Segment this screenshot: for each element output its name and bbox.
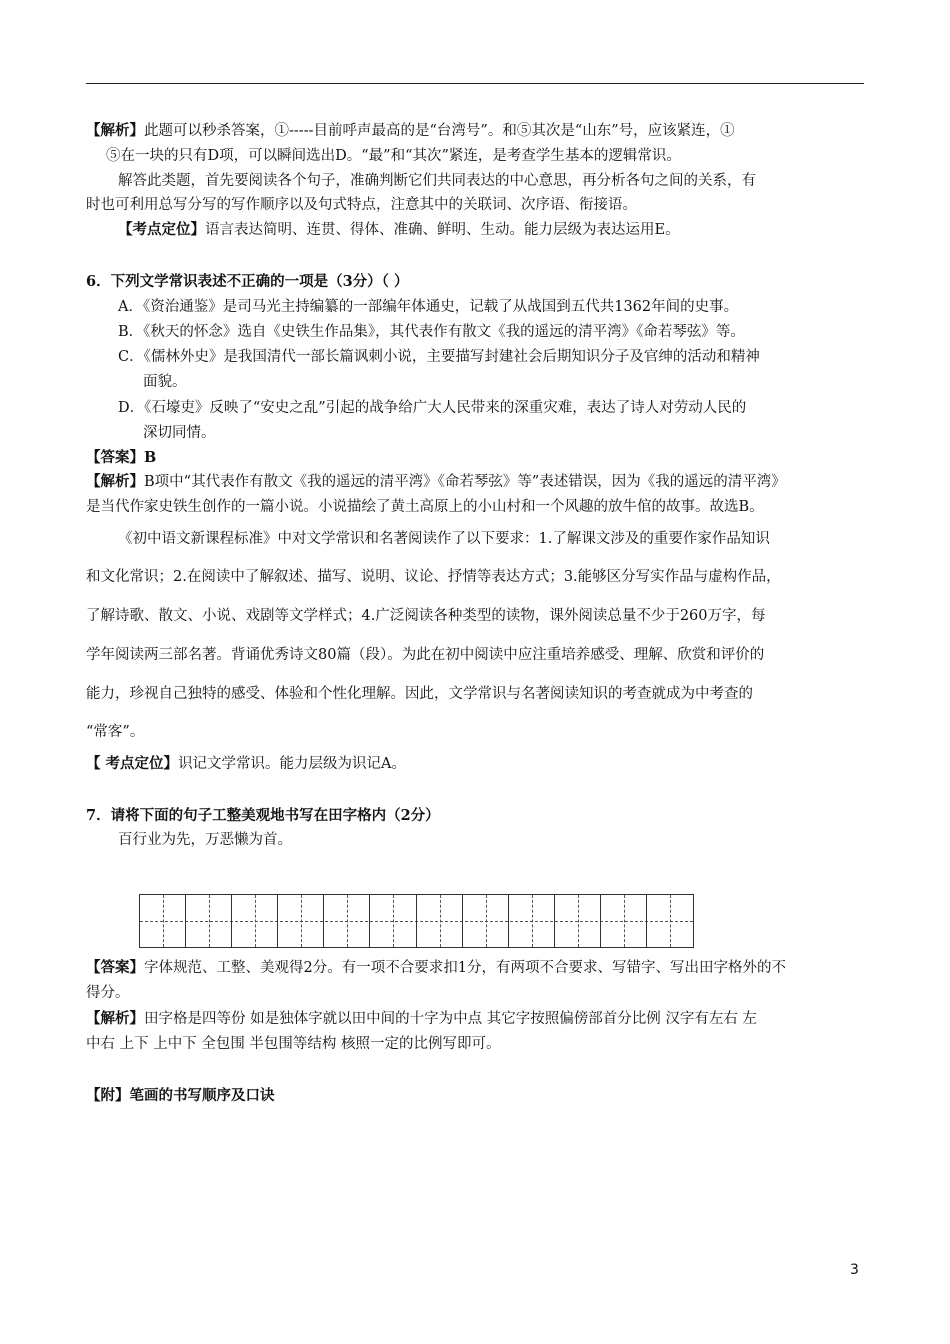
question-7-title: 7．请将下面的句子工整美观地书写在田字格内（2分） bbox=[86, 807, 440, 824]
page-number: 3 bbox=[850, 1262, 859, 1278]
answer-line: 【答案】B bbox=[86, 449, 157, 466]
option-c: C．《儒林外史》是我国清代一部长篇讽刺小说，主要描写封建社会后期知识分子及官绅的活动和精神 bbox=[118, 349, 760, 365]
option-a: A．《资治通鉴》是司马光主持编纂的一部编年体通史，记载了从战国到五代共1362年间的史事。 bbox=[118, 299, 739, 315]
analysis-line: 【解析】B项中“其代表作有散文《我的遥远的清平湾》《命若琴弦》等”表述错误，因为《我的遥远的清平湾》 bbox=[86, 473, 786, 490]
option-d-cont: 深切同情。 bbox=[143, 425, 216, 441]
tianzi-grid bbox=[139, 894, 694, 948]
grid-vertical-guide bbox=[624, 895, 625, 947]
analysis-line: 【解析】此题可以秒杀答案，①-----目前呼声最高的是“台湾号”。和⑤其次是“山东”号，应该紧连，① bbox=[86, 122, 735, 139]
question-7-sentence: 百行业为先，万恶懒为首。 bbox=[118, 832, 292, 848]
option-b: B．《秋天的怀念》选自《史铁生作品集》，其代表作有散文《我的遥远的清平湾》《命若琴弦》等。 bbox=[118, 324, 745, 340]
analysis-line: 是当代作家史铁生创作的一篇小说。小说描绘了黄土高原上的小山村和一个风趣的放牛倌的故事。故选B。 bbox=[86, 499, 764, 515]
key-point-line: 【考点定位】语言表达简明、连贯、得体、准确、鲜明、生动。能力层级为表达运用E。 bbox=[118, 221, 680, 238]
standard-paragraph: 了解诗歌、散文、小说、戏剧等文学样式；4.广泛阅读各种类型的读物，课外阅读总量不少于260万字，每 bbox=[86, 608, 766, 624]
standard-paragraph: 学年阅读两三部名著。背诵优秀诗文80篇（段）。为此在初中阅读中应注重培养感受、理解、欣赏和评价的 bbox=[86, 647, 765, 663]
answer-line: 【答案】字体规范、工整、美观得2分。有一项不合要求扣1分，有两项不合要求、写错字、写出田字格外的不 bbox=[86, 959, 786, 976]
option-d: D．《石壕吏》反映了“安史之乱”引起的战争给广大人民带来的深重灾难，表达了诗人对劳动人民的 bbox=[118, 400, 747, 416]
option-c-cont: 面貌。 bbox=[143, 374, 187, 390]
appendix-title: 【附】笔画的书写顺序及口诀 bbox=[86, 1087, 275, 1104]
grid-vertical-guide bbox=[670, 895, 671, 947]
analysis-line: 【解析】田字格是四等份 如是独体字就以田中间的十字为中点 其它字按照偏傍部首分比例 汉字有左右 左 bbox=[86, 1010, 757, 1027]
key-point-line: 【 考点定位】识记文学常识。能力层级为识记A。 bbox=[86, 755, 407, 772]
grid-cell-border bbox=[140, 895, 647, 947]
analysis-line: 中右 上下 上中下 全包围 半包围等结构 核照一定的比例写即可。 bbox=[86, 1036, 501, 1052]
analysis-line: ⑤在一块的只有D项，可以瞬间选出D。“最”和“其次”紧连，是考查学生基本的逻辑常识。 bbox=[106, 148, 681, 164]
standard-paragraph: “常客”。 bbox=[86, 724, 145, 740]
standard-paragraph: 《初中语文新课程标准》中对文学常识和名著阅读作了以下要求：1.了解课文涉及的重要作家作品知识 bbox=[118, 531, 770, 547]
standard-paragraph: 和文化常识；2.在阅读中了解叙述、描写、说明、议论、抒情等表达方式；3.能够区分写实作品与虚构作品， bbox=[86, 569, 781, 585]
question-6-title: 6．下列文学常识表述不正确的一项是（3分）（ ） bbox=[86, 273, 409, 290]
analysis-line: 时也可利用总写分写的写作顺序以及句式特点，注意其中的关联词、次序语、衔接语。 bbox=[86, 197, 637, 213]
standard-paragraph: 能力，珍视自己独特的感受、体验和个性化理解。因此，文学常识与名著阅读知识的考查就成为中考查的 bbox=[86, 686, 753, 702]
header-rule bbox=[86, 83, 864, 84]
answer-line: 得分。 bbox=[86, 985, 130, 1001]
analysis-line: 解答此类题，首先要阅读各个句子，准确判断它们共同表达的中心意思，再分析各句之间的关系，有 bbox=[118, 173, 756, 189]
